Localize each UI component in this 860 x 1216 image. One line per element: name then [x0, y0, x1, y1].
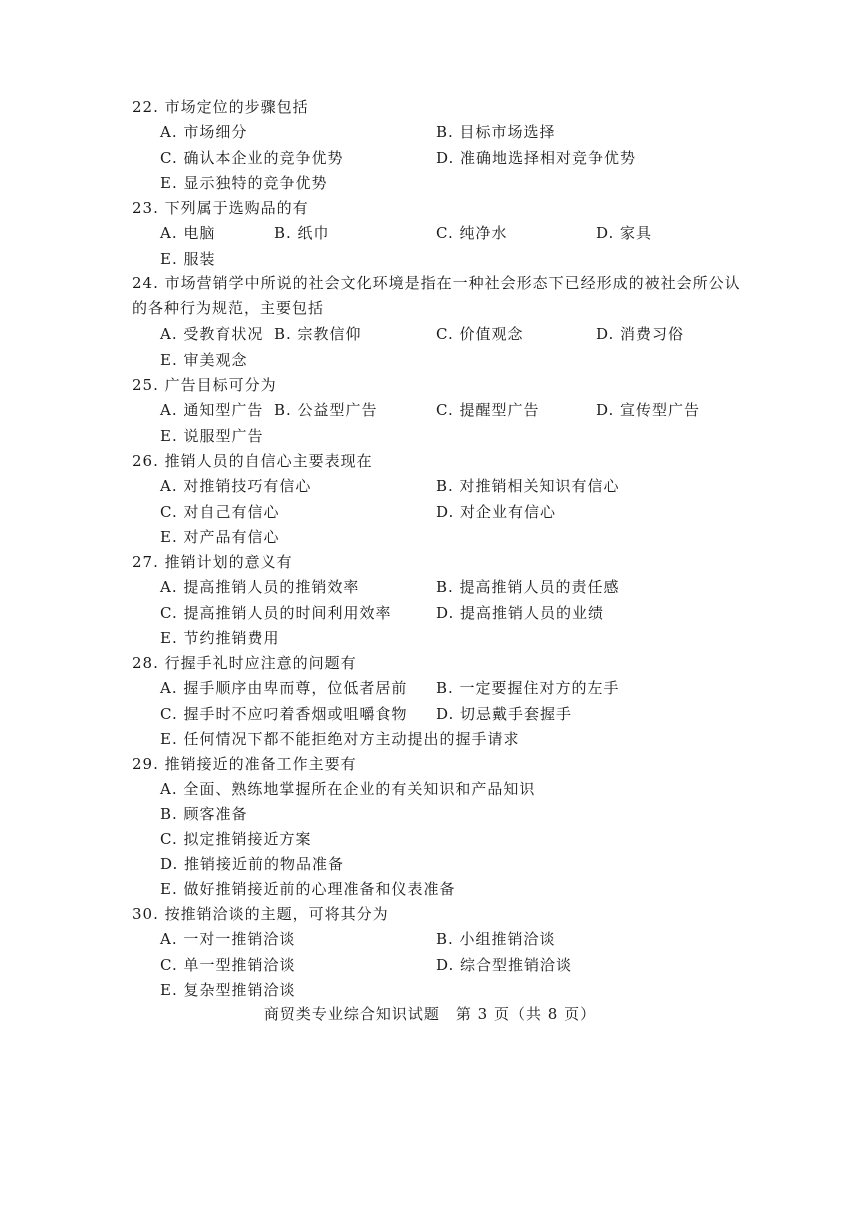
- q23-option-e: E. 服装: [160, 250, 216, 268]
- q28-option-b: B. 一定要握住对方的左手: [436, 679, 620, 697]
- q25-option-b: B. 公益型广告: [274, 401, 378, 419]
- q23-option-a: A. 电脑: [160, 224, 216, 242]
- question-23-stem: 23. 下列属于选购品的有: [132, 199, 309, 217]
- q30-option-e: E. 复杂型推销洽谈: [160, 981, 296, 999]
- q26-option-e: E. 对产品有信心: [160, 528, 280, 546]
- q27-option-b: B. 提高推销人员的责任感: [436, 578, 620, 596]
- q23-option-c: C. 纯净水: [436, 224, 508, 242]
- q24-option-a: A. 受教育状况: [160, 325, 264, 343]
- q28-option-d: D. 切忌戴手套握手: [436, 705, 573, 723]
- question-22-stem: 22. 市场定位的步骤包括: [132, 98, 309, 116]
- q29-option-d: D. 推销接近前的物品准备: [160, 855, 345, 873]
- q26-option-d: D. 对企业有信心: [436, 503, 557, 521]
- q24-option-d: D. 消费习俗: [596, 325, 685, 343]
- q29-option-e: E. 做好推销接近前的心理准备和仪表准备: [160, 880, 456, 898]
- q27-option-e: E. 节约推销费用: [160, 629, 280, 647]
- q30-option-c: C. 单一型推销洽谈: [160, 956, 296, 974]
- page-footer: 商贸类专业综合知识试题 第 3 页（共 8 页）: [263, 1005, 597, 1023]
- q22-option-b: B. 目标市场选择: [436, 123, 556, 141]
- q22-option-d: D. 准确地选择相对竞争优势: [436, 149, 637, 167]
- q25-option-d: D. 宣传型广告: [596, 401, 701, 419]
- question-27-stem: 27. 推销计划的意义有: [132, 553, 293, 571]
- q29-option-a: A. 全面、熟练地掌握所在企业的有关知识和产品知识: [160, 780, 536, 798]
- question-25-stem: 25. 广告目标可分为: [132, 376, 277, 394]
- q26-option-c: C. 对自己有信心: [160, 503, 280, 521]
- question-28-stem: 28. 行握手礼时应注意的问题有: [132, 654, 357, 672]
- question-24-stem: 24. 市场营销学中所说的社会文化环境是指在一种社会形态下已经形成的被社会所公认的各种行为规范，主要包括: [132, 274, 741, 317]
- q23-option-b: B. 纸巾: [274, 224, 330, 242]
- q30-option-b: B. 小组推销洽谈: [436, 930, 556, 948]
- q27-option-c: C. 提高推销人员的时间利用效率: [160, 604, 392, 622]
- q29-option-b: B. 顾客准备: [160, 805, 248, 823]
- q29-option-c: C. 拟定推销接近方案: [160, 830, 312, 848]
- q30-option-a: A. 一对一推销洽谈: [160, 930, 296, 948]
- question-29-stem: 29. 推销接近的准备工作主要有: [132, 755, 357, 773]
- question-30-stem: 30. 按推销洽谈的主题，可将其分为: [132, 905, 389, 923]
- q28-option-a: A. 握手顺序由卑而尊，位低者居前: [160, 679, 408, 697]
- q24-option-c: C. 价值观念: [436, 325, 524, 343]
- q28-option-c: C. 握手时不应叼着香烟或咀嚼食物: [160, 705, 408, 723]
- q22-option-a: A. 市场细分: [160, 123, 248, 141]
- q24-option-b: B. 宗教信仰: [274, 325, 362, 343]
- q23-option-d: D. 家具: [596, 224, 653, 242]
- q22-option-e: E. 显示独特的竞争优势: [160, 174, 328, 192]
- question-26-stem: 26. 推销人员的自信心主要表现在: [132, 452, 373, 470]
- q27-option-a: A. 提高推销人员的推销效率: [160, 578, 360, 596]
- q25-option-a: A. 通知型广告: [160, 401, 264, 419]
- q26-option-a: A. 对推销技巧有信心: [160, 477, 312, 495]
- q25-option-c: C. 提醒型广告: [436, 401, 540, 419]
- q24-option-e: E. 审美观念: [160, 351, 248, 369]
- q22-option-c: C. 确认本企业的竞争优势: [160, 149, 344, 167]
- q25-option-e: E. 说服型广告: [160, 427, 264, 445]
- q26-option-b: B. 对推销相关知识有信心: [436, 477, 620, 495]
- q30-option-d: D. 综合型推销洽谈: [436, 956, 573, 974]
- q28-option-e: E. 任何情况下都不能拒绝对方主动提出的握手请求: [160, 730, 520, 748]
- q27-option-d: D. 提高推销人员的业绩: [436, 604, 605, 622]
